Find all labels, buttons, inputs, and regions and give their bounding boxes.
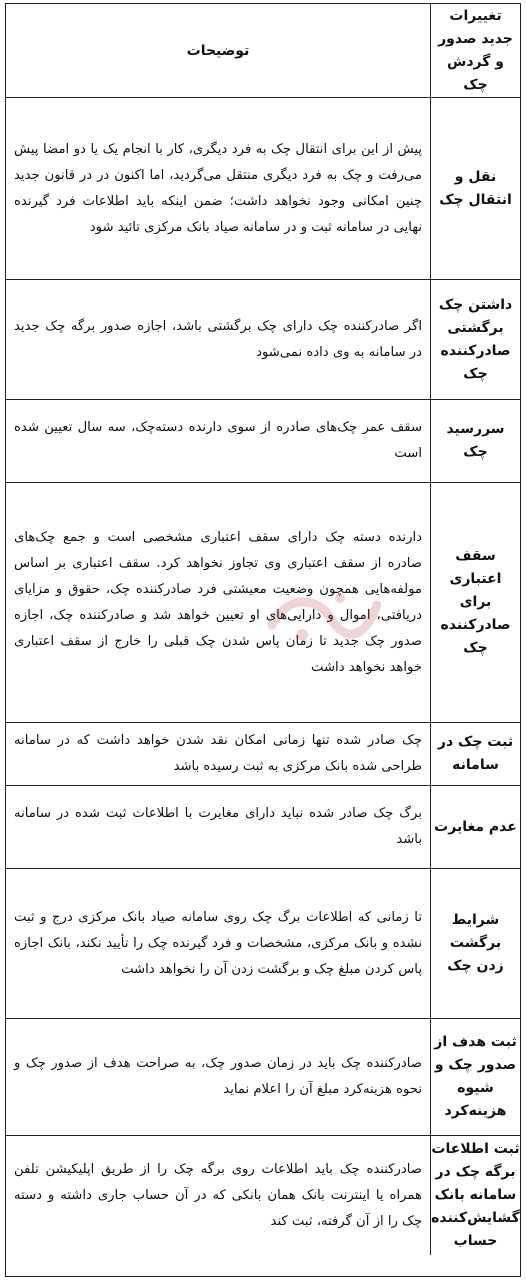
row-description-text: صادرکننده چک باید اطلاعات روی برگه چک را از طریق اپلیکیشن تلفن همراه یا اینترنت بانک همان بانکی که در آن حساب جاری داشته و دسته چک را از آن گرفته، ثبت کند xyxy=(14,1161,422,1229)
table-row xyxy=(6,400,520,483)
row-description xyxy=(6,483,430,722)
row-description-text: دارنده دسته چک دارای سقف اعتباری مشخصی است و جمع چک‌های صادره از سقف اعتباری وی تجاوز نخواهد کرد. سقف اعتباری بر اساس مولفه‌هایی همچون وضعیت معیشتی فرد صادرکننده چک، حقوق و مزایای دریافتی، اموال و دارایی‌های او تعیین خواهد شد و صادرکننده چک، اجازه صدور چک جدید تا زمان پاس شدن چک قبلی را خارج از سقف اعتباری خواهد نخواهد داشت xyxy=(14,529,422,675)
row-description xyxy=(6,1136,430,1255)
table-row xyxy=(6,483,520,723)
row-description-text: چک صادر شده تنها زمانی امکان نقد شدن خواهد داشت که در سامانه طراحی شده بانک مرکزی به ثبت رسیده باشد xyxy=(14,733,422,774)
row-description-text: پیش از این برای انتقال چک به فرد دیگری، کار با انجام یک یا دو امضا پیش می‌رفت و چک به فرد دیگری منتقل می‌گردید، اما اکنون در در قانون جدید چنین امکانی وجود نخواهد داشت؛ ضمن اینکه باید اطلاعات فرد گیرنده نهایی در سامانه ثبت و در سامانه صیاد بانک مرکزی تائید شود xyxy=(14,141,422,235)
header-desc-label: توضیحات xyxy=(186,42,250,59)
table-row xyxy=(6,869,520,1019)
table-row xyxy=(6,280,520,400)
row-description-text: اگر صادرکننده چک دارای چک برگشتی باشد، اجازه صدور برگه چک جدید در سامانه به وی داده نمی‌شود xyxy=(14,318,422,360)
row-description-text: صادرکننده چک باید در زمان صدور چک، به صراحت هدف از صدور چک و نحوه هزینه‌کرد مبلغ آن را اعلام نماید xyxy=(14,1056,422,1097)
row-description xyxy=(6,786,430,868)
row-title: ثبت هدف از صدور چک و شیوه هزینه‌کرد xyxy=(430,1019,520,1135)
row-title: داشتن چک برگشتی صادرکننده چک xyxy=(430,280,520,399)
table-row xyxy=(6,1019,520,1136)
header-title-cell: تغییرات جدید صدور و گردش چک xyxy=(430,4,520,97)
row-description xyxy=(6,400,430,482)
row-title: شرایط برگشت زدن چک xyxy=(430,869,520,1018)
header-desc-cell xyxy=(6,4,430,97)
row-title: سقف اعتباری برای صادرکننده چک xyxy=(430,483,520,722)
row-description xyxy=(6,869,430,1018)
table-row xyxy=(6,98,520,280)
row-title: ثبت چک در سامانه xyxy=(430,723,520,785)
row-description xyxy=(6,280,430,399)
table-header-row xyxy=(6,4,520,98)
row-description xyxy=(6,1019,430,1135)
row-description xyxy=(6,98,430,279)
row-title: ثبت اطلاعات برگه چک در سامانه بانک گشایش‌کننده حساب xyxy=(430,1136,520,1255)
cheque-changes-table xyxy=(5,3,521,1277)
row-description-text: تا زمانی که اطلاعات برگ چک روی سامانه صیاد بانک مرکزی درج و ثبت نشده و بانک مرکزی، مشخصات و فرد گیرنده چک را تأیید نکند، بانک اجازه پاس کردن مبلغ چک و برگشت زدن آن را نخواهد داشت xyxy=(14,909,422,977)
table-row xyxy=(6,723,520,786)
row-description-text: برگ چک صادر شده نباید دارای مغایرت با اطلاعات ثبت شده در سامانه باشد xyxy=(14,806,422,847)
row-description xyxy=(6,723,430,785)
row-title: نقل و انتقال چک xyxy=(430,98,520,279)
row-description-text: سقف عمر چک‌های صادره از سوی دارنده دسته‌چک، سه سال تعیین شده است xyxy=(14,420,422,461)
table-row xyxy=(6,1136,520,1255)
row-title: سررسید چک xyxy=(430,400,520,482)
table-row xyxy=(6,786,520,869)
row-title: عدم مغایرت xyxy=(430,786,520,868)
